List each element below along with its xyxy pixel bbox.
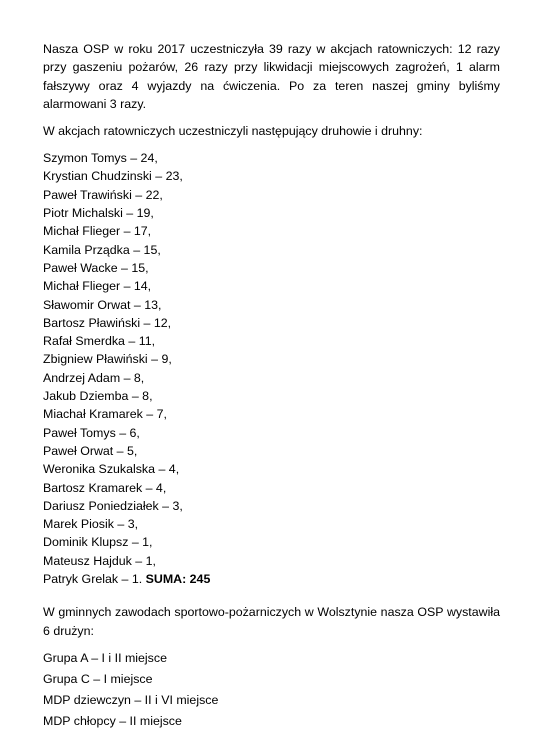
list-item: Krystian Chudzinski – 23,	[43, 169, 183, 184]
list-item: Rafał Smerdka – 11,	[43, 334, 156, 349]
groups-list	[43, 648, 500, 732]
participants-list	[43, 149, 500, 588]
list-item: Andrzej Adam – 8,	[43, 370, 145, 385]
sum-total: SUMA: 245	[145, 572, 211, 587]
list-item: Szymon Tomys – 24,	[43, 151, 158, 166]
list-item: Jakub Dziemba – 8,	[43, 389, 153, 404]
list-item: Sławomir Orwat – 13,	[43, 297, 162, 312]
list-item: Michał Flieger – 17,	[43, 224, 152, 239]
list-item: Paweł Wacke – 15,	[43, 260, 149, 275]
list-item: Bartosz Kramarek – 4,	[43, 480, 167, 495]
list-item: Marek Piosik – 3,	[43, 517, 139, 532]
list-item: Paweł Tomys – 6,	[43, 425, 140, 440]
list-item: Dominik Klupsz – 1,	[43, 535, 153, 550]
list-item: MDP dziewczyn – II i VI miejsce	[43, 693, 219, 708]
list-item: Dariusz Poniedziałek – 3,	[43, 498, 183, 513]
list-item: Miachał Kramarek – 7,	[43, 407, 167, 422]
competition-intro: W gminnych zawodach sportowo-pożarniczych w Wolsztynie nasza OSP wystawiła 6 drużyn:	[43, 605, 500, 638]
participants-intro: W akcjach ratowniczych uczestniczyli następujący druhowie i druhny:	[43, 124, 423, 139]
list-item-last	[43, 570, 500, 588]
list-item: Paweł Trawiński – 22,	[43, 187, 163, 202]
list-item: Bartosz Pławiński – 12,	[43, 315, 172, 330]
list-item: Kamila Prządka – 15,	[43, 242, 161, 257]
list-item: Michał Flieger – 14,	[43, 279, 152, 294]
list-item: Zbigniew Pławiński – 9,	[43, 352, 172, 367]
list-item: Paweł Orwat – 5,	[43, 443, 138, 458]
last-participant: Patryk Grelak – 1.	[43, 572, 146, 587]
list-item: Piotr Michalski – 19,	[43, 206, 154, 221]
intro-paragraph: Nasza OSP w roku 2017 uczestniczyła 39 razy w akcjach ratowniczych: 12 razy przy gaszeniu pożarów, 26 razy przy likwidacji miejscowych zagrożeń, 1 alarm fałszywy oraz 4 wyjazdy na ćwiczenia. Po za teren naszej gminy byliśmy alarmowani 3 razy.	[43, 42, 500, 111]
document-page	[43, 40, 500, 732]
list-item: Mateusz Hajduk – 1,	[43, 553, 156, 568]
list-item: Grupa A – I i II miejsce	[43, 651, 167, 666]
list-item: MDP chłopcy – II miejsce	[43, 714, 182, 729]
list-item: Grupa C – I miejsce	[43, 672, 153, 687]
list-item: Weronika Szukalska – 4,	[43, 462, 180, 477]
